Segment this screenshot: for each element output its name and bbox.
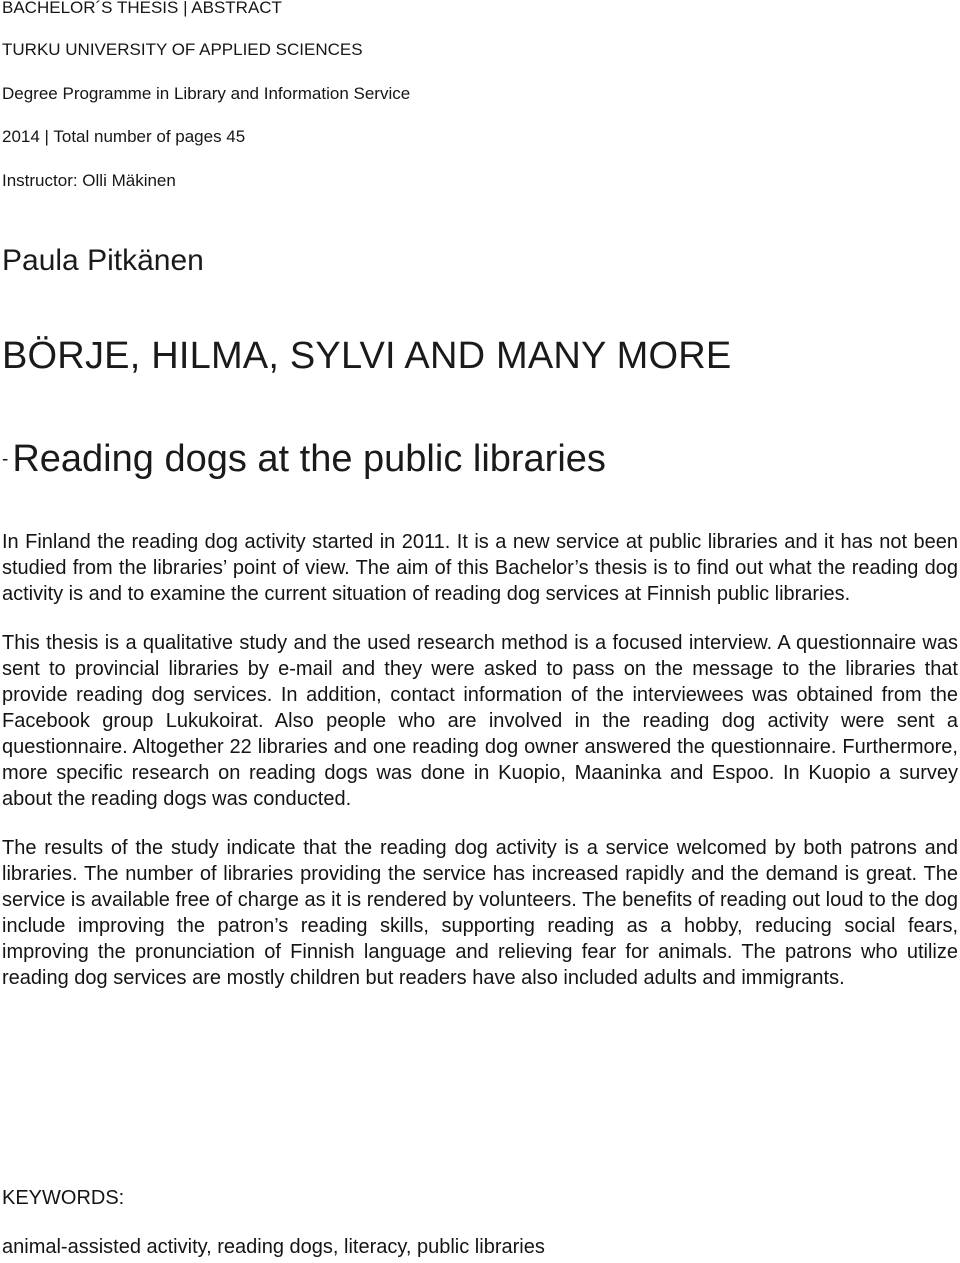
abstract-paragraph: In Finland the reading dog activity started in 2011. It is a new service at public libraries and it has not been studied from the libraries’ point of view. The aim of this Bachelor’s thesis is to find out what the reading dog activity is and to examine the current situation of reading dog services at Finnish public libraries. <box>2 531 958 605</box>
instructor: Instructor: Olli Mäkinen <box>2 171 176 190</box>
year-and-page-count: 2014 | Total number of pages 45 <box>2 127 246 146</box>
document-type: BACHELOR´S THESIS | ABSTRACT <box>2 0 282 17</box>
abstract-body <box>2 529 958 1014</box>
abstract-paragraph: The results of the study indicate that the reading dog activity is a service welcomed by both patrons and libraries. The number of libraries providing the service has increased rapidly and the demand is great. The service is available free of charge as it is rendered by volunteers. The benefits of reading out loud to the dog include improving the patron’s reading skills, supporting reading as a hobby, reducing social fears, improving the pronunciation of Finnish language and relieving fear for animals. The patrons who utilize reading dog services are mostly children but readers have also included adults and immigrants. <box>2 837 958 989</box>
keywords-list: animal-assisted activity, reading dogs, literacy, public libraries <box>2 1236 545 1258</box>
subtitle-text: Reading dogs at the public libraries <box>12 438 606 480</box>
keywords-label: KEYWORDS: <box>2 1187 125 1209</box>
abstract-paragraph: This thesis is a qualitative study and the used research method is a focused interview. A questionnaire was sent to provincial libraries by e-mail and they were asked to pass on the message to the libraries that provide reading dog services. In addition, contact information of the interviewees was obtained from the Facebook group Lukukoirat. Also people who are involved in the reading dog activity were sent a questionnaire. Altogether 22 libraries and one reading dog owner answered the questionnaire. Furthermore, more specific research on reading dogs was done in Kuopio, Maaninka and Espoo. In Kuopio a survey about the reading dogs was conducted. <box>2 632 958 810</box>
thesis-subtitle <box>2 436 606 482</box>
degree-programme: Degree Programme in Library and Information Service <box>2 84 411 103</box>
thesis-title: BÖRJE, HILMA, SYLVI AND MANY MORE <box>2 335 732 377</box>
subtitle-dash: - <box>2 449 9 470</box>
author-name: Paula Pitkänen <box>2 244 204 277</box>
university-name: TURKU UNIVERSITY OF APPLIED SCIENCES <box>2 40 363 59</box>
